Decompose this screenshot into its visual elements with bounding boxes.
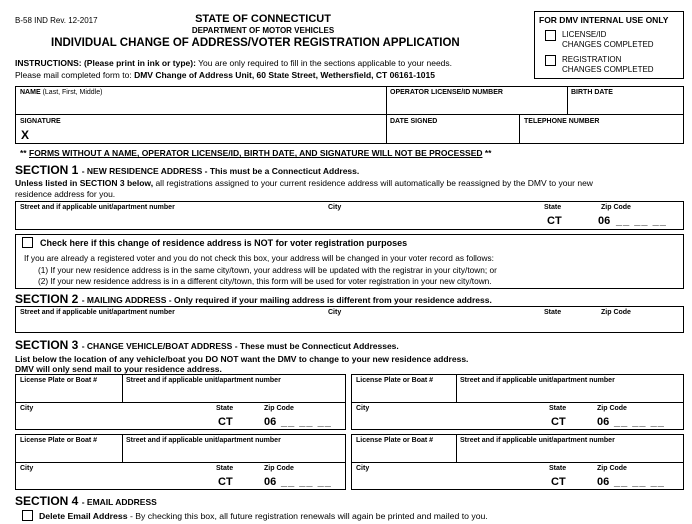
license-changes-line1: LICENSE/ID (562, 30, 607, 39)
vehicle-4-plate-field[interactable] (352, 435, 456, 462)
birth-date-field[interactable] (568, 87, 684, 114)
vehicle-1-city-field[interactable] (16, 403, 206, 429)
internal-box-title: FOR DMV INTERNAL USE ONLY (539, 15, 669, 25)
vehicle-2-state-value: CT (551, 416, 566, 428)
voter-rule-2: (2) If your new residence address is in a different city/town, this form will be used for voter registration in your new city/town. (38, 276, 492, 286)
operator-license-field[interactable] (387, 87, 567, 114)
vehicle-1-plate-field[interactable] (16, 375, 122, 402)
registration-changes-label (562, 55, 654, 75)
vehicle-3-street-label: Street and if applicable unit/apartment number (126, 437, 281, 444)
signature-x-mark: X (21, 128, 30, 142)
section1-zip-field[interactable] (596, 213, 682, 228)
license-changes-label (562, 30, 654, 50)
dmv-internal-box (534, 11, 684, 79)
warning-stars-left: ** (20, 148, 27, 158)
vehicle-4-state-value: CT (551, 476, 566, 488)
form-id: B-58 IND Rev. 12-2017 (15, 16, 98, 25)
name-hint: (Last, First, Middle) (42, 89, 103, 96)
section1-zip-blanks: __ __ __ (616, 215, 667, 227)
vehicle-1-state-label: State (216, 405, 234, 412)
section3-subtitle: - CHANGE VEHICLE/BOAT ADDRESS - These must be Connecticut Addresses. (81, 341, 399, 351)
vehicle-4-zip-prefix: 06 (597, 476, 610, 488)
registration-changes-line1: REGISTRATION (562, 55, 622, 64)
section4-heading (15, 494, 157, 508)
section1-note-line1: all registrations assigned to your current residence address will automatically be reassigned by the DMV to your new (155, 178, 593, 188)
section2-subtitle: - MAILING ADDRESS - Only required if your mailing address is different from your residence address. (81, 295, 492, 305)
vehicle-1-zip-prefix: 06 (264, 416, 277, 428)
instructions (15, 58, 452, 68)
section2-city-field[interactable] (322, 307, 522, 332)
vehicle-3-street-field[interactable] (123, 435, 345, 462)
section2-street-field[interactable] (16, 307, 316, 332)
vehicle-1-street-label: Street and if applicable unit/apartment number (126, 377, 281, 384)
vehicle-3-zip-label: Zip Code (264, 465, 294, 472)
vehicle-1-state-value: CT (218, 416, 233, 428)
section1-zip-label: Zip Code (601, 204, 631, 211)
vehicle-1-zip-blanks: __ __ __ (281, 416, 332, 428)
vehicle-4-zip-label: Zip Code (597, 465, 627, 472)
delete-email-checkbox[interactable] (22, 510, 33, 521)
vehicle-3-zip-blanks: __ __ __ (281, 476, 332, 488)
vehicle-3-city-label: City (20, 465, 34, 472)
date-signed-field[interactable] (387, 115, 519, 144)
instructions-label: INSTRUCTIONS: (15, 58, 82, 68)
section1-note (15, 178, 593, 188)
section1-street-label: Street and if applicable unit/apartment number (20, 204, 175, 211)
section2-street-label: Street and if applicable unit/apartment number (20, 309, 175, 316)
vehicle-4-city-field[interactable] (352, 463, 542, 489)
mail-instructions (15, 70, 435, 80)
section1-street-field[interactable] (16, 202, 316, 229)
instructions-bold: (Please print in ink or type): (83, 58, 196, 68)
mail-prefix: Please mail completed form to: (15, 70, 132, 80)
section2-state-field[interactable] (540, 307, 590, 332)
vehicle-1-street-field[interactable] (123, 375, 345, 402)
telephone-field[interactable] (520, 115, 684, 144)
license-changes-line2: CHANGES COMPLETED (562, 40, 654, 49)
vehicle-4-zip-blanks: __ __ __ (614, 476, 665, 488)
voter-explanation: If you are already a registered voter and you do not check this box, your address will be changed in your voter record as follows: (24, 253, 494, 263)
vehicle-2-plate-label: License Plate or Boat # (356, 377, 434, 384)
vehicle-2-city-field[interactable] (352, 403, 542, 429)
vehicle-4-zip-field[interactable] (595, 474, 681, 489)
section1-state-value: CT (547, 215, 562, 227)
vehicle-3-zip-field[interactable] (262, 474, 344, 489)
section3-title: SECTION 3 (15, 338, 79, 352)
vehicle-3-zip-prefix: 06 (264, 476, 277, 488)
vehicle-2-zip-prefix: 06 (597, 416, 610, 428)
section1-zip-prefix: 06 (598, 215, 611, 227)
vehicle-3-city-field[interactable] (16, 463, 206, 489)
vehicle-4-street-label: Street and if applicable unit/apartment number (460, 437, 615, 444)
telephone-label: TELEPHONE NUMBER (524, 118, 600, 125)
header-state: STATE OF CONNECTICUT (195, 13, 331, 25)
section4-title: SECTION 4 (15, 494, 79, 508)
vehicle-3-plate-field[interactable] (16, 435, 122, 462)
section1-city-label: City (328, 204, 342, 211)
section2-zip-label: Zip Code (601, 309, 631, 316)
not-voter-registration-checkbox[interactable] (22, 237, 33, 248)
mail-address: DMV Change of Address Unit, 60 State Street, Wethersfield, CT 06161-1015 (134, 70, 435, 80)
delete-email-label-bold: Delete Email Address (39, 511, 128, 521)
vehicle-2-state-label: State (549, 405, 567, 412)
registration-changes-line2: CHANGES COMPLETED (562, 65, 654, 74)
section2-city-label: City (328, 309, 342, 316)
section2-state-label: State (544, 309, 562, 316)
vehicle-1-zip-field[interactable] (262, 414, 344, 429)
license-changes-checkbox[interactable] (545, 30, 556, 41)
not-voter-registration-label: Check here if this change of residence address is NOT for voter registration purposes (40, 238, 408, 248)
section1-title: SECTION 1 (15, 163, 79, 177)
voter-rule-1: (1) If your new residence address is in the same city/town, your address will be updated with the registrar in your city/town; or (38, 265, 497, 275)
header-department: DEPARTMENT OF MOTOR VEHICLES (191, 26, 335, 35)
date-signed-label: DATE SIGNED (390, 118, 438, 125)
section4-subtitle: - EMAIL ADDRESS (81, 497, 157, 507)
vehicle-1-plate-label: License Plate or Boat # (20, 377, 98, 384)
signature-field[interactable] (16, 115, 386, 144)
signature-label: SIGNATURE (20, 118, 61, 125)
page-title: INDIVIDUAL CHANGE OF ADDRESS/VOTER REGISTRATION APPLICATION (51, 37, 460, 49)
vehicle-3-state-value: CT (218, 476, 233, 488)
delete-email-label (39, 511, 488, 521)
vehicle-2-zip-field[interactable] (595, 414, 681, 429)
instructions-text: You are only required to fill in the sections applicable to your needs. (198, 58, 453, 68)
vehicle-4-state-label: State (549, 465, 567, 472)
registration-changes-checkbox[interactable] (545, 55, 556, 66)
section1-heading (15, 163, 359, 177)
vehicle-3-state-label: State (216, 465, 234, 472)
section2-zip-field[interactable] (596, 307, 682, 332)
vehicle-4-plate-label: License Plate or Boat # (356, 437, 434, 444)
vehicle-3-plate-label: License Plate or Boat # (20, 437, 98, 444)
vehicle-4-city-label: City (356, 465, 370, 472)
warning-text: FORMS WITHOUT A NAME, OPERATOR LICENSE/ID, BIRTH DATE, AND SIGNATURE WILL NOT BE PROCESSED (29, 148, 483, 158)
vehicle-2-zip-label: Zip Code (597, 405, 627, 412)
delete-email-description: - By checking this box, all future registration renewals will again be printed and mailed to you. (129, 511, 488, 521)
section2-title: SECTION 2 (15, 292, 79, 306)
processing-warning (20, 148, 492, 158)
name-label: NAME (Last, First, Middle) (20, 89, 103, 96)
section1-state-label: State (544, 204, 562, 211)
operator-license-label: OPERATOR LICENSE/ID NUMBER (390, 89, 503, 96)
name-field[interactable] (16, 87, 386, 114)
vehicle-2-zip-blanks: __ __ __ (614, 416, 665, 428)
section1-note-line2: residence address for you. (15, 189, 116, 199)
vehicle-2-street-label: Street and if applicable unit/apartment number (460, 377, 615, 384)
birth-date-label: BIRTH DATE (571, 89, 613, 96)
section1-city-field[interactable] (322, 202, 522, 229)
section3-note-line1: List below the location of any vehicle/boat you DO NOT want the DMV to change to your new residence address. (15, 354, 469, 364)
section2-heading (15, 292, 492, 306)
section1-subtitle: - NEW RESIDENCE ADDRESS - This must be a Connecticut Address. (81, 166, 360, 176)
vehicle-2-street-field[interactable] (457, 375, 683, 402)
vehicle-2-city-label: City (356, 405, 370, 412)
section3-heading (15, 338, 399, 352)
vehicle-1-zip-label: Zip Code (264, 405, 294, 412)
section1-note-bold: Unless listed in SECTION 3 below, (15, 178, 154, 188)
section3-note-line2: DMV will only send mail to your residence address. (15, 364, 222, 374)
vehicle-2-plate-field[interactable] (352, 375, 456, 402)
vehicle-4-street-field[interactable] (457, 435, 683, 462)
warning-stars-right: ** (484, 148, 492, 158)
vehicle-1-city-label: City (20, 405, 34, 412)
